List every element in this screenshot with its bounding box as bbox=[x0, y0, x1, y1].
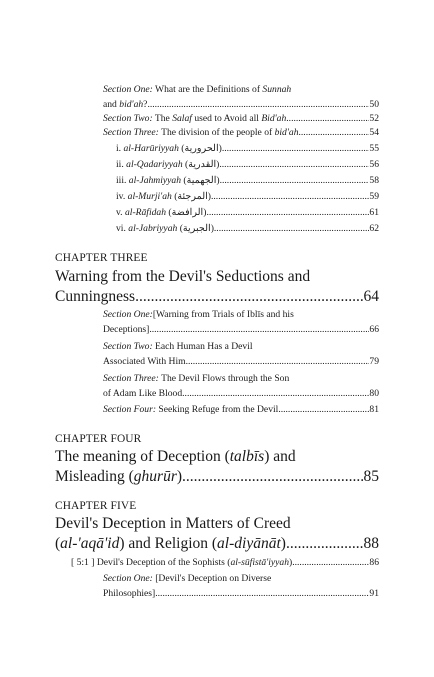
chapter-three-heading: CHAPTER THREE bbox=[55, 252, 148, 264]
toc-entry-chapter-three[interactable]: Cunningness ..... 64 bbox=[55, 288, 379, 306]
toc-entry-jabriyyah[interactable]: vi. al-Jabriyyah (الجبرية) ..... 62 bbox=[116, 223, 379, 234]
chapter-four-heading: CHAPTER FOUR bbox=[55, 433, 142, 445]
toc-entry-rafidah[interactable]: v. al-Rāfidah (الرافضة) ..... 61 bbox=[116, 207, 379, 218]
toc-entry-haruriyyah[interactable]: i. al-Harūriyyah (الحرورية) ..... 55 bbox=[116, 143, 379, 154]
toc-entry-human-devil-line1: Section Two: Each Human Has a Devil bbox=[103, 341, 253, 352]
toc-entry-devil-flows-line1: Section Three: The Devil Flows through the Son bbox=[103, 373, 290, 384]
toc-entry-chapter-five[interactable]: (al-'aqā'id) and Religion (al-diyānāt) ..... 88 bbox=[55, 535, 379, 553]
chapter-five-heading: CHAPTER FIVE bbox=[55, 500, 137, 512]
toc-entry-division[interactable]: Section Three: The division of the people of bid'ah ..... 54 bbox=[103, 127, 379, 138]
toc-entry-philosophies-line1: Section One: [Devil's Deception on Diverse bbox=[103, 573, 272, 584]
toc-entry-qadariyyah[interactable]: ii. al-Qadariyyah (القدرية) ..... 56 bbox=[116, 159, 379, 170]
chapter-five-title-line1: Devil's Deception in Matters of Creed bbox=[55, 515, 291, 532]
chapter-three-title-line1: Warning from the Devil's Seductions and bbox=[55, 268, 311, 285]
toc-entry-devil-flows[interactable]: of Adam Like Blood ..... 80 bbox=[103, 388, 379, 399]
toc-entry-definitions[interactable]: and bid'ah? ..... 50 bbox=[103, 99, 379, 110]
toc-entry-trials[interactable]: Deceptions] ..... 66 bbox=[103, 324, 379, 335]
toc-entry-philosophies[interactable]: Philosophies] ..... 91 bbox=[103, 588, 379, 599]
toc-entry-definitions-line1: Section One: What are the Definitions of Sunnah bbox=[103, 84, 292, 95]
chapter-four-title-line1: The meaning of Deception (talbīs) and bbox=[55, 448, 296, 465]
toc-entry-refuge[interactable]: Section Four: Seeking Refuge from the Devil ..... 81 bbox=[103, 404, 379, 415]
toc-entry-trials-line1: Section One:[Warning from Trials of Iblīs and his bbox=[103, 309, 294, 320]
toc-entry-human-devil[interactable]: Associated With Him ..... 79 bbox=[103, 356, 379, 367]
toc-entry-chapter-four[interactable]: Misleading (ghurūr) ..... 85 bbox=[55, 468, 379, 486]
toc-entry-murjiah[interactable]: iv. al-Murji'ah (المرجئة) ..... 59 bbox=[116, 191, 379, 202]
toc-entry-salaf[interactable]: Section Two: The Salaf used to Avoid all Bid'ah ..... 52 bbox=[103, 113, 379, 124]
toc-entry-jahmiyyah[interactable]: iii. al-Jahmiyyah (الجهمية) ..... 58 bbox=[116, 175, 379, 186]
toc-entry-sophists[interactable]: [ 5:1 ] Devil's Deception of the Sophists (al-sūfistā'iyyah) ..... 86 bbox=[71, 557, 379, 568]
